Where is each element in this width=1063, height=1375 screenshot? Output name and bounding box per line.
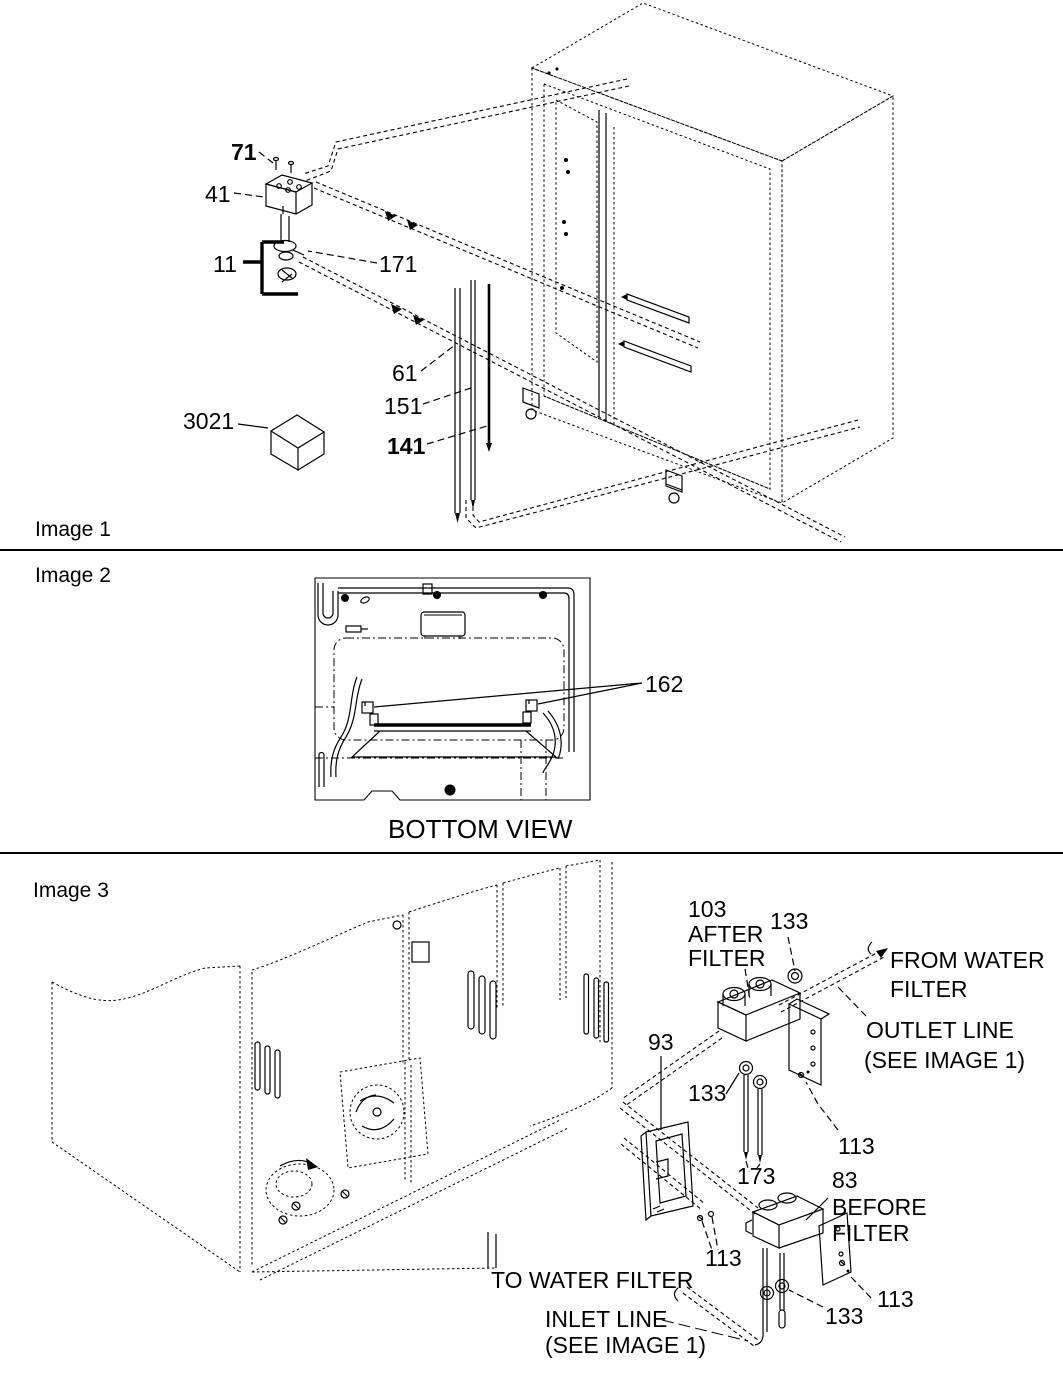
callout-83-filter: FILTER xyxy=(832,1220,910,1246)
refrigerator-cabinet xyxy=(523,3,893,503)
leader-133-bot xyxy=(789,1290,823,1307)
callout-133-top: 133 xyxy=(770,908,809,934)
valve-bracket-assembly xyxy=(243,158,312,295)
condenser-rail xyxy=(352,712,556,757)
leader-83 xyxy=(806,1198,828,1220)
shipping-block-3021 xyxy=(238,415,324,470)
image2-section-label: Image 2 xyxy=(35,564,111,587)
callout-113-mid: 113 xyxy=(838,1133,875,1159)
from-water-filter-line1: FROM WATER xyxy=(890,947,1045,973)
image2-diagram xyxy=(0,551,1063,852)
panel-hole xyxy=(393,921,401,929)
section-image-2 xyxy=(0,551,1063,852)
mounting-screws-71 xyxy=(274,158,294,174)
image3-diagram xyxy=(0,854,1063,1375)
callout-71: 71 xyxy=(231,139,257,165)
callout-173: 173 xyxy=(737,1163,776,1189)
vent-slots xyxy=(255,971,609,1098)
support-brace xyxy=(405,1062,411,1183)
to-water-filter-label: TO WATER FILTER xyxy=(491,1267,694,1293)
mounting-dots xyxy=(341,591,547,796)
leader-162 xyxy=(374,683,642,707)
leader-outlet-line xyxy=(838,987,866,1016)
callout-41: 41 xyxy=(205,181,231,207)
valve-fittings-171 xyxy=(274,241,304,283)
image1-leader-lines xyxy=(234,152,487,444)
callout-133-mid: 133 xyxy=(688,1080,727,1106)
callout-151: 151 xyxy=(384,393,423,419)
outlet-line-label1: OUTLET LINE xyxy=(866,1017,1014,1043)
leader-133-mid xyxy=(726,1073,739,1094)
leader-113-bot xyxy=(851,1277,874,1301)
tube-clips-162 xyxy=(362,700,537,713)
valve-stem xyxy=(281,214,289,242)
drawer-slides xyxy=(618,294,691,372)
from-water-filter-line2: FILTER xyxy=(890,976,968,1002)
callout-83-before: BEFORE xyxy=(832,1194,927,1220)
callout-133-bot: 133 xyxy=(825,1303,864,1329)
base-screws xyxy=(279,1190,349,1224)
lower-drop-tubes xyxy=(755,1248,785,1345)
water-tubes-61-151-141 xyxy=(455,280,492,523)
leader-113-mid xyxy=(806,1082,838,1130)
bottom-view-caption: BOTTOM VIEW xyxy=(388,814,573,844)
inlet-line-label2: (SEE IMAGE 1) xyxy=(545,1332,707,1358)
image1-diagram xyxy=(0,0,1063,549)
image1-section-label: Image 1 xyxy=(35,518,111,541)
callout-11: 11 xyxy=(213,251,237,277)
cabinet-rollers xyxy=(523,388,682,503)
cabinet-mullion xyxy=(599,110,606,420)
condenser-fan xyxy=(340,1058,428,1168)
bottom-view-panel xyxy=(315,578,642,800)
inlet-line-label1: INLET LINE xyxy=(545,1306,668,1332)
callout-141: 141 xyxy=(387,433,426,459)
lower-screws-113 xyxy=(840,1261,850,1273)
callout-3021: 3021 xyxy=(183,408,235,434)
water-line-tubing xyxy=(299,79,860,542)
callout-61: 61 xyxy=(392,360,418,386)
callout-103: 103 xyxy=(688,896,727,922)
valve-screw-113 xyxy=(799,1071,810,1078)
callout-113-panel: 113 xyxy=(705,1245,742,1271)
outlet-line-label2: (SEE IMAGE 1) xyxy=(864,1047,1026,1073)
callout-103-filter: FILTER xyxy=(688,945,766,971)
callout-171: 171 xyxy=(379,251,418,277)
callout-162: 162 xyxy=(645,671,684,697)
callout-103-after: AFTER xyxy=(688,921,764,947)
callout-83: 83 xyxy=(832,1167,858,1193)
cabinet-rear-view xyxy=(52,860,612,1280)
right-hose xyxy=(543,713,555,773)
section-image-1 xyxy=(0,0,1063,549)
callout-113-bot: 113 xyxy=(877,1286,914,1312)
left-hose xyxy=(331,677,357,777)
image3-section-label: Image 3 xyxy=(33,879,109,902)
panel-notch xyxy=(412,942,429,962)
leader-133-top xyxy=(788,937,795,971)
callout-93: 93 xyxy=(648,1029,674,1055)
section-image-3 xyxy=(0,854,1063,1375)
